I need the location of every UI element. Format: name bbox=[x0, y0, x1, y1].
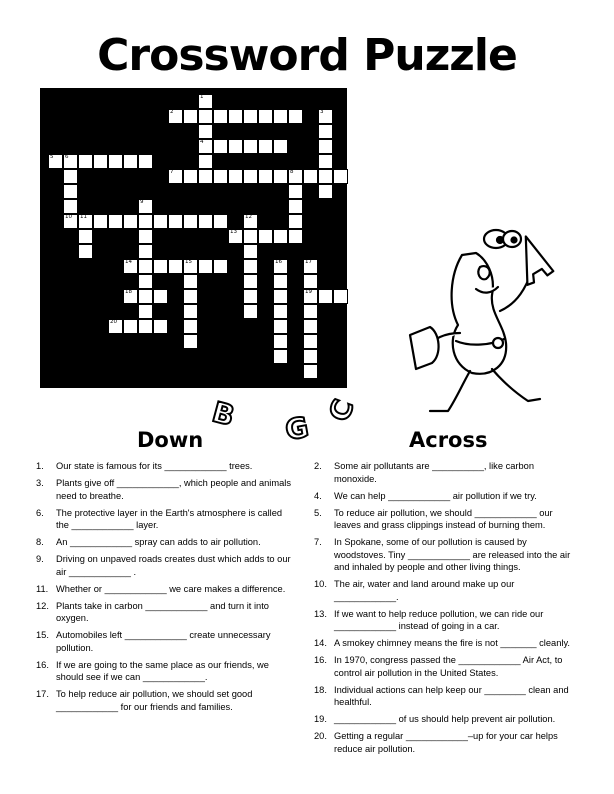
decorative-letters-illustration bbox=[200, 392, 390, 447]
clue-number: 1. bbox=[36, 461, 44, 471]
clue-number: 14 bbox=[125, 259, 132, 265]
grid-cell[interactable] bbox=[93, 154, 108, 169]
crossword-grid bbox=[40, 88, 347, 388]
grid-cell[interactable] bbox=[198, 109, 213, 124]
grid-cell[interactable] bbox=[198, 124, 213, 139]
down-clues-list bbox=[36, 460, 296, 718]
grid-cell[interactable] bbox=[183, 289, 198, 304]
letter-b: B bbox=[208, 395, 238, 433]
grid-cell[interactable] bbox=[183, 259, 198, 274]
grid-cell[interactable] bbox=[273, 289, 288, 304]
grid-cell[interactable] bbox=[153, 259, 168, 274]
page-title: Crossword Puzzle bbox=[97, 30, 517, 81]
clue-text: Plants take in carbon ____________ and turn it into oxygen. bbox=[56, 600, 269, 623]
clue-number: 15. bbox=[36, 630, 49, 640]
clue-number: 11 bbox=[80, 214, 87, 220]
grid-cell[interactable] bbox=[138, 304, 153, 319]
grid-cell[interactable] bbox=[183, 274, 198, 289]
clue-number: 5. bbox=[314, 507, 322, 518]
across-clue bbox=[314, 713, 576, 726]
grid-cell[interactable] bbox=[168, 169, 183, 184]
down-clue bbox=[36, 536, 296, 549]
clue-number: 3 bbox=[320, 109, 324, 115]
grid-cell[interactable] bbox=[123, 259, 138, 274]
clue-number: 17 bbox=[305, 259, 312, 265]
grid-cell[interactable] bbox=[288, 199, 303, 214]
grid-cell[interactable] bbox=[198, 169, 213, 184]
grid-cell[interactable] bbox=[273, 319, 288, 334]
grid-cell[interactable] bbox=[303, 319, 318, 334]
grid-cell[interactable] bbox=[228, 229, 243, 244]
down-clue bbox=[36, 460, 296, 473]
clue-text: Our state is famous for its ____________ trees. bbox=[56, 461, 253, 471]
grid-cell[interactable] bbox=[318, 289, 333, 304]
grid-cell[interactable] bbox=[318, 169, 333, 184]
grid-cell[interactable] bbox=[273, 334, 288, 349]
grid-cell[interactable] bbox=[63, 214, 78, 229]
clue-text: Driving on unpaved roads creates dust which adds to our air ____________ . bbox=[56, 554, 291, 577]
grid-cell[interactable] bbox=[48, 154, 63, 169]
grid-cell[interactable] bbox=[108, 214, 123, 229]
grid-cell[interactable] bbox=[138, 199, 153, 214]
grid-cell[interactable] bbox=[228, 109, 243, 124]
across-clue bbox=[314, 637, 576, 650]
clue-number: 8. bbox=[36, 537, 44, 547]
clue-number: 10. bbox=[314, 579, 327, 589]
grid-cell[interactable] bbox=[243, 214, 258, 229]
clue-number: 9. bbox=[36, 554, 44, 564]
grid-cell[interactable] bbox=[213, 169, 228, 184]
clue-text: Individual actions can help keep our ________ clean and healthful. bbox=[334, 684, 569, 707]
grid-cell[interactable] bbox=[258, 109, 273, 124]
clue-text: We can help ____________ air pollution if we try. bbox=[334, 490, 537, 501]
grid-cell[interactable] bbox=[303, 304, 318, 319]
clue-text: A smokey chimney means the fire is not _______ cleanly. bbox=[334, 638, 570, 648]
across-clue bbox=[314, 536, 576, 574]
grid-cell[interactable] bbox=[123, 289, 138, 304]
grid-cell[interactable] bbox=[153, 289, 168, 304]
across-clues-list bbox=[314, 460, 576, 760]
across-clue bbox=[314, 507, 576, 532]
clue-number: 19. bbox=[314, 714, 327, 724]
clue-text: If we want to help reduce pollution, we can ride our ____________ instead of going in a car. bbox=[334, 608, 544, 631]
clue-text: To help reduce air pollution, we should set good ____________ for our friends and families. bbox=[56, 689, 253, 712]
grid-cell[interactable] bbox=[138, 244, 153, 259]
clue-number: 1 bbox=[200, 94, 204, 100]
clue-number: 16. bbox=[314, 655, 327, 665]
clue-number: 8 bbox=[290, 169, 294, 175]
grid-cell[interactable] bbox=[63, 154, 78, 169]
grid-cell[interactable] bbox=[138, 274, 153, 289]
clue-number: 13. bbox=[314, 608, 327, 619]
grid-cell[interactable] bbox=[273, 139, 288, 154]
grid-cell[interactable] bbox=[183, 304, 198, 319]
clue-text: The protective layer in the Earth's atmosphere is called the ____________ layer. bbox=[56, 507, 283, 530]
clue-number: 12. bbox=[36, 600, 49, 611]
grid-cell[interactable] bbox=[198, 214, 213, 229]
clue-number: 19 bbox=[305, 289, 312, 295]
mascot-character-illustration bbox=[400, 215, 570, 425]
grid-cell[interactable] bbox=[138, 229, 153, 244]
clue-text: If we are going to the same place as our friends, we should see if we can ____________. bbox=[56, 659, 269, 682]
grid-cell[interactable] bbox=[333, 169, 348, 184]
down-clue bbox=[36, 629, 296, 654]
grid-cell[interactable] bbox=[213, 139, 228, 154]
clue-number: 2. bbox=[314, 461, 322, 471]
clue-number: 6 bbox=[65, 154, 69, 160]
grid-cell[interactable] bbox=[273, 229, 288, 244]
clue-text: To reduce air pollution, we should ____________ our leaves and grass clippings instead of burning them. bbox=[334, 507, 553, 530]
grid-cell[interactable] bbox=[318, 139, 333, 154]
clue-number: 13 bbox=[230, 229, 237, 235]
grid-cell[interactable] bbox=[183, 169, 198, 184]
grid-cell[interactable] bbox=[243, 289, 258, 304]
clue-text: Some air pollutants are __________, like carbon monoxide. bbox=[334, 461, 535, 484]
clue-number: 17. bbox=[36, 689, 49, 699]
across-clue bbox=[314, 490, 576, 503]
grid-cell[interactable] bbox=[183, 334, 198, 349]
grid-cell[interactable] bbox=[243, 139, 258, 154]
grid-cell[interactable] bbox=[213, 109, 228, 124]
grid-cell[interactable] bbox=[243, 169, 258, 184]
grid-cell[interactable] bbox=[93, 214, 108, 229]
grid-cell[interactable] bbox=[258, 169, 273, 184]
grid-cell[interactable] bbox=[198, 259, 213, 274]
grid-cell[interactable] bbox=[243, 304, 258, 319]
grid-cell[interactable] bbox=[228, 139, 243, 154]
clue-number: 20. bbox=[314, 731, 327, 741]
letter-c: C bbox=[322, 394, 361, 426]
grid-cell[interactable] bbox=[303, 259, 318, 274]
down-clue bbox=[36, 583, 296, 596]
grid-cell[interactable] bbox=[273, 259, 288, 274]
grid-cell[interactable] bbox=[288, 184, 303, 199]
grid-cell[interactable] bbox=[273, 274, 288, 289]
across-heading: Across bbox=[409, 428, 488, 452]
clue-number: 7 bbox=[170, 169, 174, 175]
clue-number: 10 bbox=[65, 214, 72, 220]
down-clue bbox=[36, 507, 296, 532]
clue-number: 5 bbox=[50, 154, 54, 160]
grid-cell[interactable] bbox=[318, 124, 333, 139]
clue-text: ____________ of us should help prevent air pollution. bbox=[334, 714, 556, 724]
grid-cell[interactable] bbox=[138, 319, 153, 334]
down-clue bbox=[36, 477, 296, 502]
down-clue bbox=[36, 659, 296, 684]
grid-cell[interactable] bbox=[303, 349, 318, 364]
grid-cell[interactable] bbox=[288, 229, 303, 244]
grid-cell[interactable] bbox=[168, 109, 183, 124]
grid-cell[interactable] bbox=[63, 199, 78, 214]
grid-cell[interactable] bbox=[243, 244, 258, 259]
clue-text: Whether or ____________ we care makes a difference. bbox=[56, 583, 286, 594]
across-clue bbox=[314, 578, 576, 603]
grid-cell[interactable] bbox=[288, 169, 303, 184]
grid-cell[interactable] bbox=[198, 94, 213, 109]
clue-number: 16 bbox=[275, 259, 282, 265]
clue-number: 18 bbox=[125, 289, 132, 295]
clue-text: An ____________ spray can adds to air pollution. bbox=[56, 537, 261, 547]
grid-cell[interactable] bbox=[63, 184, 78, 199]
clue-number: 15 bbox=[185, 259, 192, 265]
grid-cell[interactable] bbox=[138, 289, 153, 304]
grid-cell[interactable] bbox=[273, 109, 288, 124]
clue-number: 9 bbox=[140, 199, 144, 205]
grid-cell[interactable] bbox=[288, 109, 303, 124]
grid-cell[interactable] bbox=[198, 139, 213, 154]
clue-number: 11. bbox=[36, 583, 49, 594]
grid-cell[interactable] bbox=[243, 109, 258, 124]
grid-cell[interactable] bbox=[258, 229, 273, 244]
clue-number: 4 bbox=[200, 139, 204, 145]
clue-number: 14. bbox=[314, 638, 327, 648]
clue-number: 16. bbox=[36, 659, 49, 670]
grid-cell[interactable] bbox=[198, 154, 213, 169]
down-heading: Down bbox=[137, 428, 204, 452]
down-clue bbox=[36, 553, 296, 578]
clue-number: 4. bbox=[314, 490, 322, 501]
grid-cell[interactable] bbox=[243, 229, 258, 244]
grid-cell[interactable] bbox=[108, 154, 123, 169]
grid-cell[interactable] bbox=[78, 244, 93, 259]
grid-cell[interactable] bbox=[63, 169, 78, 184]
grid-cell[interactable] bbox=[168, 214, 183, 229]
grid-cell[interactable] bbox=[318, 184, 333, 199]
grid-cell[interactable] bbox=[333, 289, 348, 304]
grid-cell[interactable] bbox=[78, 154, 93, 169]
grid-cell[interactable] bbox=[228, 169, 243, 184]
clue-number: 3. bbox=[36, 478, 44, 488]
grid-cell[interactable] bbox=[273, 349, 288, 364]
clue-text: Automobiles left ____________ create unnecessary pollution. bbox=[56, 630, 271, 653]
grid-cell[interactable] bbox=[288, 214, 303, 229]
clue-number: 12 bbox=[245, 214, 252, 220]
across-clue bbox=[314, 730, 576, 755]
grid-cell[interactable] bbox=[78, 214, 93, 229]
grid-cell[interactable] bbox=[258, 139, 273, 154]
grid-cell[interactable] bbox=[318, 109, 333, 124]
grid-cell[interactable] bbox=[318, 154, 333, 169]
clue-number: 6. bbox=[36, 507, 44, 518]
grid-cell[interactable] bbox=[153, 214, 168, 229]
clue-number: 2 bbox=[170, 109, 174, 115]
clue-text: In Spokane, some of our pollution is caused by woodstoves. Tiny ____________ are released into the air and inhaled by people and other living things. bbox=[334, 537, 571, 572]
clue-number: 20 bbox=[110, 319, 117, 325]
grid-cell[interactable] bbox=[213, 214, 228, 229]
grid-cell[interactable] bbox=[303, 169, 318, 184]
clue-text: The air, water and land around make up our ____________. bbox=[334, 579, 515, 602]
across-clue bbox=[314, 608, 576, 633]
grid-cell[interactable] bbox=[78, 229, 93, 244]
letter-g: G bbox=[282, 410, 312, 447]
grid-cell[interactable] bbox=[123, 214, 138, 229]
grid-cell[interactable] bbox=[153, 319, 168, 334]
grid-cell[interactable] bbox=[303, 274, 318, 289]
grid-cell[interactable] bbox=[138, 259, 153, 274]
grid-cell[interactable] bbox=[303, 364, 318, 379]
across-clue bbox=[314, 654, 576, 679]
clue-text: Plants give off ____________, which people and animals need to breathe. bbox=[56, 478, 292, 501]
grid-cell[interactable] bbox=[138, 214, 153, 229]
clue-number: 7. bbox=[314, 537, 322, 547]
clue-text: In 1970, congress passed the ____________ Air Act, to control air pollution in the United States. bbox=[334, 655, 563, 678]
grid-cell[interactable] bbox=[123, 319, 138, 334]
grid-cell[interactable] bbox=[183, 319, 198, 334]
grid-cell[interactable] bbox=[273, 169, 288, 184]
grid-cell[interactable] bbox=[183, 214, 198, 229]
down-clue bbox=[36, 600, 296, 625]
grid-cell[interactable] bbox=[183, 109, 198, 124]
grid-cell[interactable] bbox=[213, 259, 228, 274]
grid-cell[interactable] bbox=[138, 154, 153, 169]
across-clue bbox=[314, 460, 576, 485]
grid-cell[interactable] bbox=[168, 259, 183, 274]
grid-cell[interactable] bbox=[243, 259, 258, 274]
across-clue bbox=[314, 684, 576, 709]
clue-text: Getting a regular ____________–up for your car helps reduce air pollution. bbox=[334, 731, 558, 754]
clue-number: 18. bbox=[314, 684, 327, 695]
grid-cell[interactable] bbox=[303, 289, 318, 304]
grid-cell[interactable] bbox=[108, 319, 123, 334]
grid-cell[interactable] bbox=[123, 154, 138, 169]
grid-cell[interactable] bbox=[273, 304, 288, 319]
grid-cell[interactable] bbox=[303, 334, 318, 349]
down-clue bbox=[36, 688, 296, 713]
grid-cell[interactable] bbox=[243, 274, 258, 289]
